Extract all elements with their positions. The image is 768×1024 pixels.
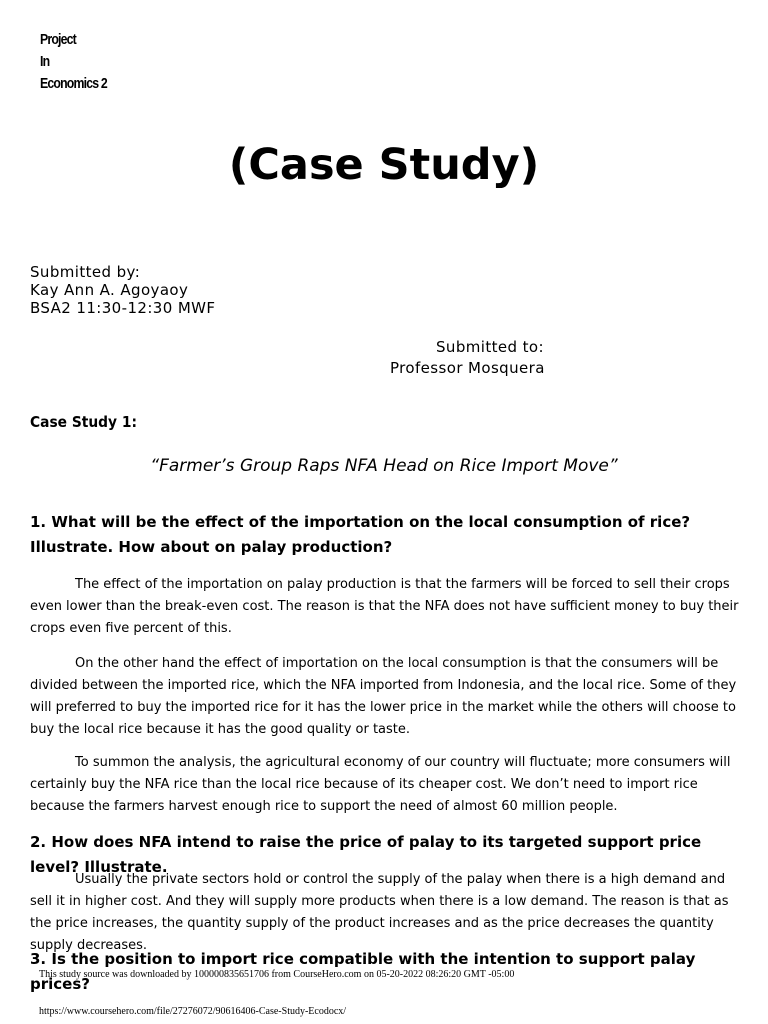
answer-1-paragraph-1: The effect of the importation on palay production is that the farmers will be forced to sell their crops even lower than the break-even cost. The reason is that the NFA does not have sufficient money to buy their crops even five percent of this. xyxy=(30,577,739,636)
answer-1-paragraph-2: On the other hand the effect of importation on the local consumption is that the consumers will be divided between the imported rice, which the NFA imported from Indonesia, and the local rice. Some of they will preferred to buy the imported rice for it has the lower price in the market while the others will choose to buy the local rice because it has the good quality or taste. xyxy=(30,656,737,737)
answer-2-paragraph-1: Usually the private sectors hold or control the supply of the palay when there is a high demand and sell it in higher cost. And they will supply more products when there is a low demand. The reason is that as the price increases, the quantity supply of the product increases and as the price decreases the quantity supply decreases. xyxy=(30,872,729,953)
case-study-label: Case Study 1: xyxy=(30,413,137,431)
case-study-title: “Farmer’s Group Raps NFA Head on Rice Import Move” xyxy=(150,456,618,476)
professor-name: Professor Mosquera xyxy=(390,359,545,377)
question-2: 2. How does NFA intend to raise the price of palay to its targeted support price level? Illustrate. xyxy=(30,833,702,876)
project-line-1: Project xyxy=(40,31,76,48)
project-line-2: In xyxy=(40,53,50,70)
question-3: 3. Is the position to import rice compatible with the intention to support palay prices? xyxy=(30,950,696,993)
download-note: This study source was downloaded by 100000835651706 from CourseHero.com on 05-20-2022 08:26:20 GMT -05:00 xyxy=(39,969,515,980)
question-1: 1. What will be the effect of the importation on the local consumption of rice? Illustrate. How about on palay production? xyxy=(30,513,691,556)
project-heading xyxy=(40,29,107,95)
answer-1-paragraph-3: To summon the analysis, the agricultural economy of our country will fluctuate; more consumers will certainly buy the NFA rice than the local rice because of its cheaper cost. We don’t need to import rice because the farmers harvest enough rice to support the need of almost 60 million people. xyxy=(30,755,731,814)
submitted-to-label: Submitted to: xyxy=(436,338,544,356)
project-line-3: Economics 2 xyxy=(40,75,107,92)
submitted-to-block xyxy=(390,337,545,379)
student-name: Kay Ann A. Agoyaoy xyxy=(30,281,189,299)
page-title: (Case Study) xyxy=(228,140,540,190)
submitted-by-label: Submitted by: xyxy=(30,263,141,281)
submitted-by-block xyxy=(30,263,215,317)
source-url[interactable]: https://www.coursehero.com/file/27276072/90616406-Case-Study-Ecodocx/ xyxy=(39,1006,347,1017)
student-section: BSA2 11:30-12:30 MWF xyxy=(30,299,216,317)
